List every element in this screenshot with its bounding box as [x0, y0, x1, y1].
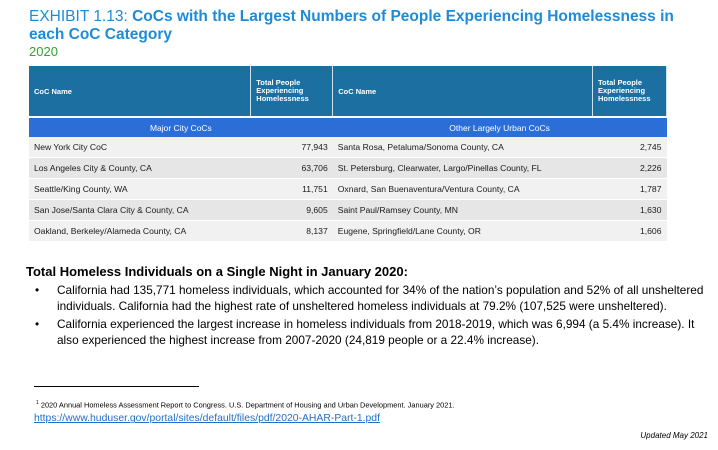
table-header-row	[29, 66, 667, 117]
updated-date: Updated May 2021	[640, 431, 708, 440]
left-coc-value: 77,943	[251, 137, 333, 158]
header-total-people-right: Total People Experiencing Homelessness	[593, 66, 667, 117]
bullet-text: California had 135,771 homeless individuals, which accounted for 34% of the nation’s population and 52% of all unsheltered individuals. California had the highest rate of unsheltered homeless individuals at 79.2% (107,525 were unsheltered).	[57, 283, 704, 313]
table-row	[29, 200, 667, 221]
left-coc-value: 8,137	[251, 221, 333, 242]
right-coc-name: Saint Paul/Ramsey County, MN	[333, 200, 593, 221]
footnote-text: 2020 Annual Homeless Assessment Report to Congress. U.S. Department of Housing and Urban Development. January 2021.	[38, 400, 455, 410]
header-coc-name-right: CoC Name	[333, 66, 593, 117]
bullet-icon: •	[35, 317, 40, 331]
footnote	[36, 398, 455, 426]
exhibit-label: EXHIBIT 1.13:	[29, 8, 133, 25]
summary-heading: Total Homeless Individuals on a Single Night in January 2020:	[26, 264, 408, 279]
left-coc-name: Oakland, Berkeley/Alameda County, CA	[29, 221, 251, 242]
right-coc-value: 1,787	[593, 179, 667, 200]
left-coc-value: 63,706	[251, 158, 333, 179]
coc-table	[29, 66, 667, 242]
left-coc-value: 11,751	[251, 179, 333, 200]
right-coc-value: 1,630	[593, 200, 667, 221]
category-major-city: Major City CoCs	[29, 117, 333, 137]
table-row	[29, 179, 667, 200]
bullet-text: California experienced the largest increase in homeless individuals from 2018-2019, which was 6,994 (a 5.4% increase). It also experienced the highest increase from 2007-2020 (24,819 people or a 22.4% increase).	[57, 317, 695, 347]
exhibit-heading	[29, 8, 689, 59]
table-row	[29, 221, 667, 242]
bullet-icon: •	[35, 283, 40, 297]
left-coc-name: Seattle/King County, WA	[29, 179, 251, 200]
right-coc-value: 1,606	[593, 221, 667, 242]
header-total-people-left: Total People Experiencing Homelessness	[251, 66, 333, 117]
left-coc-value: 9,605	[251, 200, 333, 221]
category-other-urban: Other Largely Urban CoCs	[333, 117, 667, 137]
summary-list	[26, 282, 711, 348]
table-row	[29, 158, 667, 179]
header-coc-name-left: CoC Name	[29, 66, 251, 117]
exhibit-title-text: CoCs with the Largest Numbers of People Experiencing Homelessness in each CoC Category	[29, 8, 674, 43]
footnote-marker: 1	[36, 400, 39, 406]
category-row	[29, 117, 667, 137]
summary-section	[26, 264, 711, 350]
right-coc-name: Santa Rosa, Petaluma/Sonoma County, CA	[333, 137, 593, 158]
right-coc-name: St. Petersburg, Clearwater, Largo/Pinellas County, FL	[333, 158, 593, 179]
source-link[interactable]: https://www.huduser.gov/portal/sites/default/files/pdf/2020-AHAR-Part-1.pdf	[34, 413, 380, 425]
list-item	[35, 282, 711, 314]
left-coc-name: Los Angeles City & County, CA	[29, 158, 251, 179]
list-item	[35, 316, 711, 348]
left-coc-name: New York City CoC	[29, 137, 251, 158]
exhibit-title	[29, 8, 689, 44]
footnote-divider	[34, 386, 199, 387]
table-row	[29, 137, 667, 158]
right-coc-name: Eugene, Springfield/Lane County, OR	[333, 221, 593, 242]
right-coc-value: 2,745	[593, 137, 667, 158]
right-coc-value: 2,226	[593, 158, 667, 179]
left-coc-name: San Jose/Santa Clara City & County, CA	[29, 200, 251, 221]
right-coc-name: Oxnard, San Buenaventura/Ventura County, CA	[333, 179, 593, 200]
exhibit-year: 2020	[29, 44, 58, 59]
